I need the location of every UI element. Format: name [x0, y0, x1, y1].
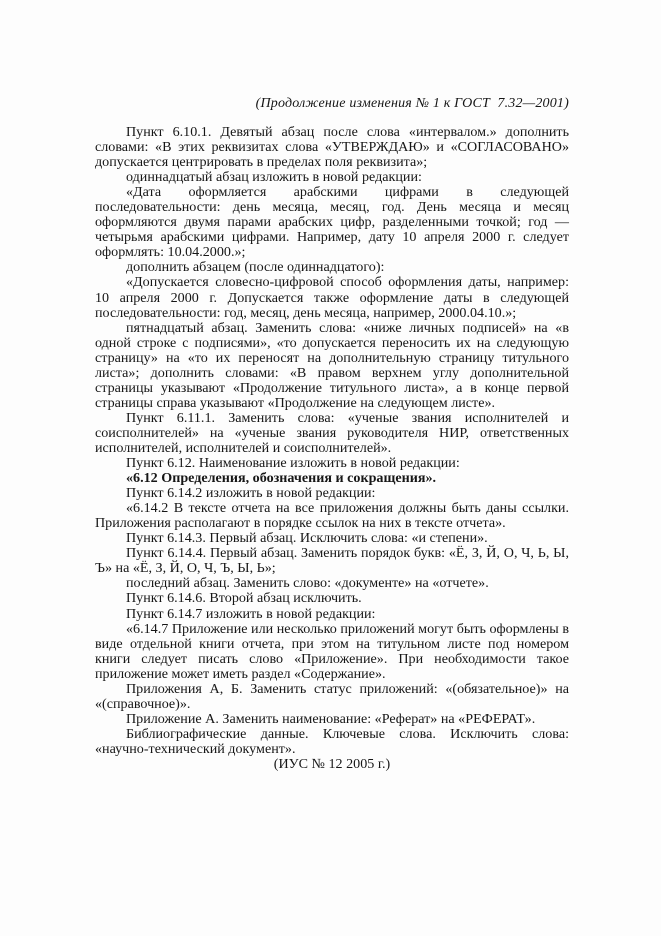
- paragraph-eleventh-abzac: одиннадцатый абзац изложить в новой редакции:: [126, 169, 422, 186]
- paragraph-6-14-2-text: «6.14.2 В тексте отчета на все приложения должны быть даны ссылки. Приложения располагают в порядке ссылок на них в тексте отчета».: [95, 500, 569, 532]
- paragraph-add-abzac: дополнить абзацем (после одиннадцатого):: [126, 259, 385, 276]
- paragraph-last-abzac: последний абзац. Заменить слово: «документе» на «отчете».: [126, 575, 489, 592]
- continuation-note: (Продолжение изменения № 1 к ГОСТ 7.32—2001): [255, 96, 569, 111]
- paragraph-punkt-6-14-4: Пункт 6.14.4. Первый абзац. Заменить порядок букв: «Ё, З, Й, О, Ч, Ь, Ы, Ъ» на «Ё, З, Й, О, Ч, Ъ, Ы, Ь»;: [95, 545, 569, 577]
- document-body: [95, 125, 569, 772]
- paragraph-punkt-6-12: Пункт 6.12. Наименование изложить в новой редакции:: [126, 455, 460, 472]
- paragraph-punkt-6-11-1: Пункт 6.11.1. Заменить слова: «ученые звания исполнителей и соисполнителей» на «ученые звания руководителя НИР, ответственных исполнителей, исполнителей и соисполнителей».: [95, 409, 569, 456]
- heading-6-12: «6.12 Определения, обозначения и сокращения».: [126, 470, 437, 487]
- paragraph-annex-a-b: Приложения А, Б. Заменить статус приложений: «(обязательное)» на «(справочное)».: [95, 680, 569, 712]
- paragraph-punkt-6-14-6: Пункт 6.14.6. Второй абзац исключить.: [126, 590, 362, 607]
- paragraph-fifteenth-abzac: пятнадцатый абзац. Заменить слова: «ниже личных подписей» на «в одной строке с подписями», «то допускается переносить их на следующую страницу» на «то их переносят на дополнительную страницу титульного листа»; дополнить словами: «В правом верхнем углу дополнительной страницы указывают «Продолжение титульного листа», а в конце первой страницы справа указывают «Продолжение на следующем листе».: [95, 319, 569, 411]
- paragraph-annex-a: Приложение А. Заменить наименование: «Реферат» на «РЕФЕРАТ».: [126, 710, 536, 727]
- paragraph-punkt-6-10-1: Пункт 6.10.1. Девятый абзац после слова «интервалом.» дополнить словами: «В этих реквизитах слова «УТВЕРЖДАЮ» и «СОГЛАСОВАНО» допускается центрировать в пределах поля реквизита»;: [95, 124, 569, 171]
- paragraph-bibliographic: Библиографические данные. Ключевые слова. Исключить слова: «научно-технический документ».: [95, 725, 569, 757]
- paragraph-punkt-6-14-2: Пункт 6.14.2 изложить в новой редакции:: [126, 485, 376, 502]
- paragraph-punkt-6-14-7: Пункт 6.14.7 изложить в новой редакции:: [126, 605, 376, 622]
- paragraph-date-format: «Дата оформляется арабскими цифрами в следующей последовательности: день месяца, месяц, год. День месяца и месяц оформляются двумя парами арабских цифр, разделенными точкой; год — четырьмя арабскими цифрами. Например, дату 10 апреля 2000 г. следует оформлять: 10.04.2000.»;: [95, 184, 569, 261]
- source-note: (ИУС № 12 2005 г.): [273, 755, 391, 772]
- paragraph-punkt-6-14-3: Пункт 6.14.3. Первый абзац. Исключить слова: «и степени».: [126, 530, 488, 547]
- paragraph-6-14-7-text: «6.14.7 Приложение или несколько приложений могут быть оформлены в виде отдельной книги отчета, при этом на титульном листе под номером книги следует писать слово «Приложение». При необходимости такое приложение может иметь раздел «Содержание».: [95, 620, 569, 682]
- paragraph-word-date: «Допускается словесно-цифровой способ оформления даты, например: 10 апреля 2000 г. Допускается также оформление даты в следующей последовательности: год, месяц, день месяца, например, 2000.04.10.»;: [95, 274, 569, 321]
